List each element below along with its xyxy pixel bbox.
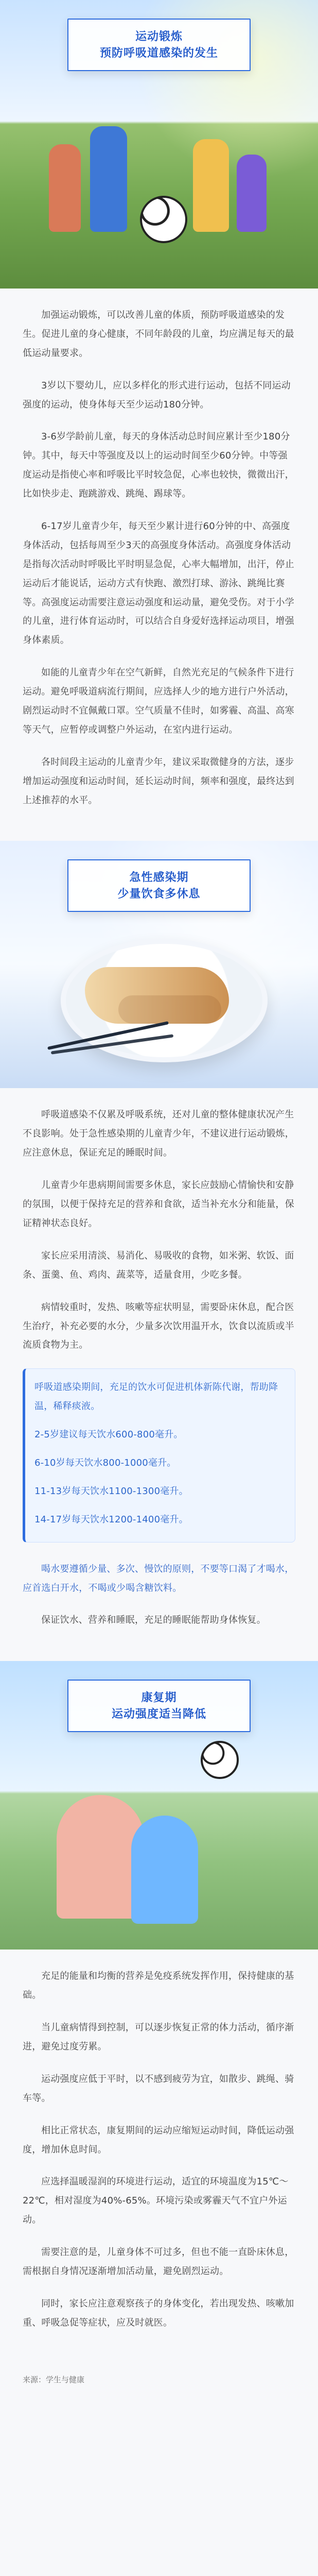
paragraph: 相比正常状态，康复期间的运动应缩短运动时间，降低运动强度，增加休息时间。	[23, 2125, 294, 2155]
hydration-callout	[23, 1368, 295, 1542]
paragraph: 充足的能量和均衡的营养是免疫系统发挥作用，保持健康的基础。	[23, 1971, 294, 2001]
hero-image-recovery	[0, 1661, 318, 1950]
child-figure	[237, 155, 267, 232]
paragraph: 同时，家长应注意观察孩子的身体变化，若出现发热、咳嗽加重、呼吸急促等症状，应及时就医。	[23, 2298, 294, 2328]
callout-paragraph: 11-13岁每天饮水1100-1300毫升。	[34, 1485, 188, 1497]
paragraph: 加强运动锻炼，可以改善儿童的体质，预防呼吸道感染的发生。促进儿童的身心健康，不同年龄段的儿童，均应满足每天的最低运动量要求。	[23, 310, 294, 359]
paragraph: 病情较重时，发热、咳嗽等症状明显，需要卧床休息，配合医生治疗，补充必要的水分，少量多次饮用温开水，饮食以流质或半流质食物为主。	[23, 1301, 294, 1351]
section-title-line: 少量饮食多休息	[117, 888, 201, 901]
paragraph: 保证饮水、营养和睡眠，充足的睡眠能帮助身体恢复。	[41, 1615, 266, 1626]
child-figure	[90, 126, 127, 232]
soccer-ball-illustration	[140, 196, 187, 243]
callout-paragraph: 6-10岁每天饮水800-1000毫升。	[34, 1457, 176, 1468]
callout-paragraph: 14-17岁每天饮水1200-1400毫升。	[34, 1514, 188, 1525]
paragraph: 3岁以下婴幼儿，应以多样化的形式进行运动，包括不同运动强度的运动，使身体每天至少运动180分钟。	[23, 380, 291, 410]
source-text: 来源：学生与健康	[23, 2375, 85, 2384]
section-title-line: 运动强度适当降低	[111, 1708, 206, 1721]
paragraph: 各时间段主运动的儿童青少年，建议采取微健身的方法，逐步增加运动强度和运动时间，延长运动时间，频率和强度，最终达到上述推荐的水平。	[23, 756, 294, 806]
sauce-illustration	[118, 995, 221, 1024]
paragraph: 应选择温暖湿润的环境进行运动，适宜的环境温度为15℃～22℃，相对湿度为40%-65%。环境污染或雾霾天气不宜户外运动。	[23, 2176, 289, 2226]
paragraph: 呼吸道感染不仅累及呼吸系统，还对儿童的整体健康状况产生不良影响。处于急性感染期的儿童青少年，不建议进行运动锻炼，应注意休息，保证充足的睡眠时间。	[23, 1109, 294, 1159]
section-title-line: 急性感染期	[129, 871, 189, 885]
paragraph: 喝水要遵循少量、多次、慢饮的原则，不要等口渴了才喝水，应首选白开水，不喝或少喝含糖饮料。	[23, 1563, 294, 1594]
section-content	[0, 1950, 318, 2368]
section-content	[0, 289, 318, 841]
paragraph: 如能的儿童青少年在空气新鲜，自然光充足的气候条件下进行运动。避免呼吸道病流行期间，应选择人少的地方进行户外活动，剧烈运动时不宜佩戴口罩。空气质量不佳时，如雾霾、高温、高寒等天气，应暂停或调整户外运动，在室内进行运动。	[23, 667, 294, 735]
section-title-line: 预防呼吸道感染的发生	[99, 46, 218, 60]
paragraph: 6-17岁儿童青少年，每天至少累计进行60分钟的中、高强度身体活动，包括每周至少3天的高强度身体活动。高强度身体活动是指每次活动时呼吸比平时明显急促，心率大幅增加，出汗，停止运动后才能说话，运动方式有快跑、激烈打球、游泳、跳绳比赛等。高强度运动需要注意运动强度和运动量，避免受伤。对于小学的儿童，进行体育运动时，可以结合自身爱好选择运动项目，增强身体素质。	[23, 521, 294, 646]
paragraph: 3-6岁学龄前儿童，每天的身体活动总时间应累计至少180分钟。其中，每天中等强度及以上的运动时间至少60分钟。中等强度运动是指使心率和呼吸比平时较急促，心率也较快，微微出汗，比如快步走、跑跳游戏、跳绳、踢球等。	[23, 431, 294, 500]
callout-paragraph: 呼吸道感染期间，充足的饮水可促进机体新陈代谢，帮助降温，稀释痰液。	[34, 1382, 278, 1412]
spacer	[23, 2346, 295, 2351]
source-footer	[0, 2369, 318, 2403]
soccer-ball-illustration	[201, 1741, 239, 1779]
section-title-line: 运动锻炼	[135, 30, 183, 43]
section-title-card	[67, 1680, 251, 1732]
paragraph: 当儿童病情得到控制，可以逐步恢复正常的体力活动，循序渐进，避免过度劳累。	[23, 2022, 294, 2052]
section-content	[0, 1088, 318, 1661]
section-title-card	[67, 19, 251, 71]
paragraph: 运动强度应低于平时，以不感到疲劳为宜，如散步、跳绳、骑车等。	[23, 2073, 294, 2104]
child-figure	[49, 144, 81, 232]
section-title-card	[67, 859, 251, 912]
callout-paragraph: 2-5岁建议每天饮水600-800毫升。	[34, 1429, 183, 1440]
child-figure	[193, 139, 229, 232]
paragraph: 儿童青少年患病期间需要多休息，家长应鼓励心情愉快和安静的氛围，以便于保持充足的营养和食欲，适当补充水分和能量，保证精神状态良好。	[23, 1180, 294, 1229]
section-title-line: 康复期	[141, 1691, 177, 1705]
child-figure	[131, 1816, 198, 1924]
hero-image-sports	[0, 0, 318, 289]
paragraph: 家长应采用清淡、易消化、易吸收的食物，如米粥、软饭、面条、蛋羹、鱼、鸡肉、蔬菜等，适量食用，少吃多餐。	[23, 1250, 294, 1280]
hero-image-meal	[0, 841, 318, 1088]
paragraph: 需要注意的是，儿童身体不可过多，但也不能一直卧床休息，需根据自身情况逐渐增加活动量，避免剧烈运动。	[23, 2247, 294, 2277]
